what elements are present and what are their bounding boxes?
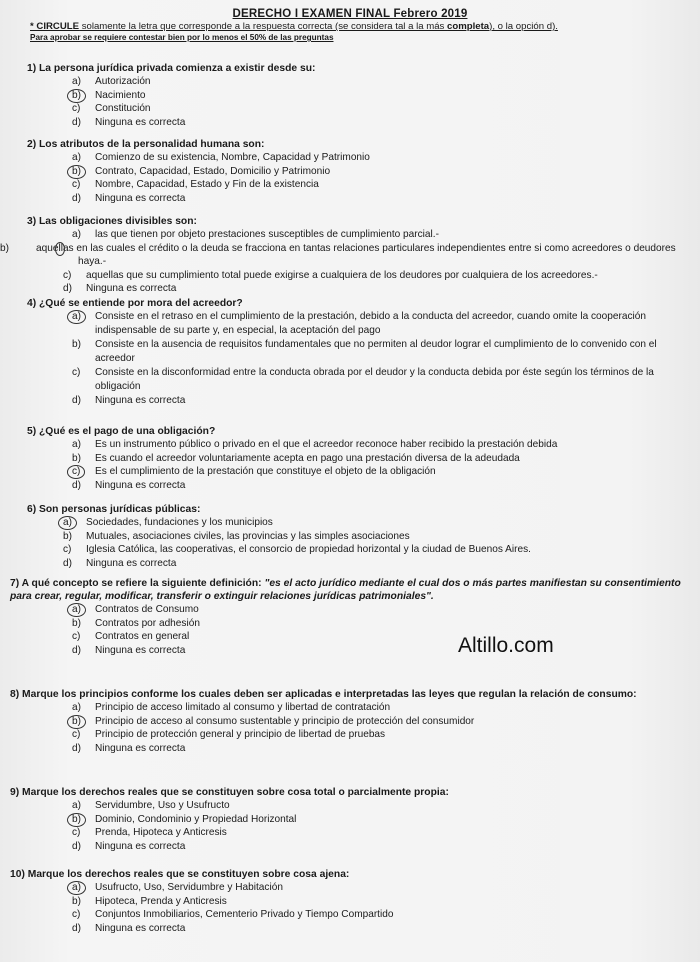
option-letter: b) bbox=[63, 530, 72, 542]
option-c[interactable] bbox=[0, 102, 700, 116]
circled-answer-letter: a) bbox=[58, 516, 77, 530]
question-9 bbox=[0, 786, 700, 853]
option-c[interactable] bbox=[0, 908, 700, 922]
option-letter: d) bbox=[63, 283, 72, 295]
option-text: Es un instrumento público o privado en el que el acreedor reconoce haber recibido la prestación debida bbox=[95, 439, 558, 450]
option-letter: d) bbox=[63, 557, 72, 569]
option-text: Mutuales, asociaciones civiles, las provincias y las simples asociaciones bbox=[86, 530, 410, 542]
option-text: Principio de protección general y principio de libertad de pruebas bbox=[95, 729, 386, 741]
option-text: aquellas que su cumplimiento total puede exigirse a cualquiera de los deudores por cualquiera de los acreedores.- bbox=[86, 269, 598, 281]
option-letter: b) bbox=[72, 617, 81, 629]
instruction-prefix: * CIRCULE bbox=[30, 21, 80, 32]
option-text: Contratos de Consumo bbox=[95, 604, 199, 615]
exam-header bbox=[0, 8, 700, 42]
option-d[interactable] bbox=[0, 840, 700, 854]
option-text: Ninguna es correcta bbox=[95, 742, 186, 754]
circled-answer-letter: a) bbox=[67, 603, 86, 617]
option-d[interactable] bbox=[0, 644, 700, 658]
question-title: 1) La persona jurídica privada comienza a existir desde su: bbox=[27, 63, 316, 74]
option-b[interactable] bbox=[0, 715, 700, 729]
option-letter: d) bbox=[72, 116, 81, 128]
circled-answer-letter: b) bbox=[67, 813, 86, 827]
question-title: 4) ¿Qué se entiende por mora del acreedor? bbox=[27, 298, 243, 309]
question-5 bbox=[0, 425, 700, 492]
question-title: 3) Las obligaciones divisibles son: bbox=[27, 216, 197, 227]
question-title: 8) Marque los principios conforme los cuales deben ser aplicadas e interpretadas las leyes que regulan la relación de consumo: bbox=[10, 689, 637, 700]
option-text: Sociedades, fundaciones y los municipios bbox=[86, 517, 273, 528]
option-c[interactable] bbox=[0, 178, 700, 192]
question-title-plain: 7) A qué concepto se refiere la siguiente definición: bbox=[10, 578, 265, 589]
option-d[interactable] bbox=[0, 742, 700, 756]
question-6 bbox=[0, 503, 700, 570]
option-text: Ninguna es correcta bbox=[95, 922, 186, 934]
option-text: aquellas en las cuales el crédito o la deuda se fracciona en tantas relaciones particulares independientes entre si como acreedores o deudores haya.- bbox=[36, 242, 676, 268]
option-d[interactable] bbox=[0, 557, 700, 571]
option-letter: d) bbox=[72, 840, 81, 852]
option-c[interactable] bbox=[0, 630, 700, 644]
option-text: Ninguna es correcta bbox=[95, 192, 186, 204]
question-3 bbox=[0, 215, 700, 296]
option-text: Contratos por adhesión bbox=[95, 617, 200, 629]
circled-answer-letter: b) bbox=[55, 242, 65, 256]
circled-answer-letter: b) bbox=[67, 165, 86, 179]
question-1 bbox=[0, 62, 700, 129]
option-letter: d) bbox=[72, 192, 81, 204]
option-text: Hipoteca, Prenda y Anticresis bbox=[95, 895, 227, 907]
option-letter: c) bbox=[72, 729, 81, 741]
option-letter: d) bbox=[72, 742, 81, 754]
option-a[interactable] bbox=[0, 75, 700, 89]
option-b[interactable] bbox=[0, 89, 700, 103]
option-text: Es cuando el acreedor voluntariamente acepta en pago una prestación diversa de la adeudada bbox=[95, 452, 520, 464]
option-text: Consiste en la ausencia de requisitos fundamentales que no permiten al deudor lograr el cumplimiento de lo convenido con el acreedor bbox=[95, 339, 657, 364]
question-2 bbox=[0, 138, 700, 205]
option-text: Ninguna es correcta bbox=[95, 116, 186, 128]
question-title bbox=[0, 577, 700, 603]
option-letter: a) bbox=[72, 800, 81, 811]
option-text: Prenda, Hipoteca y Anticresis bbox=[95, 827, 227, 839]
circled-answer-letter: a) bbox=[67, 881, 86, 895]
option-text: las que tienen por objeto prestaciones susceptibles de cumplimiento parcial.- bbox=[95, 229, 439, 240]
option-d[interactable] bbox=[0, 922, 700, 936]
option-letter: b) bbox=[72, 339, 81, 350]
question-title: 9) Marque los derechos reales que se constituyen sobre cosa total o parcialmente propia: bbox=[10, 787, 449, 798]
option-b[interactable] bbox=[0, 813, 700, 827]
option-text: Ninguna es correcta bbox=[86, 557, 177, 569]
question-8 bbox=[0, 688, 700, 755]
option-a[interactable] bbox=[0, 228, 700, 242]
option-text: Autorización bbox=[95, 76, 151, 87]
option-text: Constitución bbox=[95, 103, 151, 115]
option-c[interactable] bbox=[0, 543, 700, 557]
option-b[interactable] bbox=[0, 452, 700, 466]
option-a[interactable] bbox=[0, 516, 700, 530]
option-text: Usufructo, Uso, Servidumbre y Habitación bbox=[95, 882, 283, 893]
option-text: Nacimiento bbox=[95, 89, 146, 101]
option-text: Conjuntos Inmobiliarios, Cementerio Privado y Tiempo Compartido bbox=[95, 909, 394, 921]
option-text: Es el cumplimiento de la prestación que constituye el objeto de la obligación bbox=[95, 466, 436, 478]
option-letter: a) bbox=[72, 152, 81, 163]
option-letter: c) bbox=[72, 103, 81, 115]
option-c[interactable] bbox=[0, 269, 700, 283]
option-letter: b) bbox=[72, 452, 81, 464]
option-text: Principio de acceso al consumo sustentable y principio de protección del consumidor bbox=[95, 715, 475, 727]
question-title: 6) Son personas jurídicas públicas: bbox=[27, 504, 201, 515]
option-b[interactable] bbox=[0, 617, 700, 631]
option-a[interactable] bbox=[0, 310, 700, 338]
option-letter: a) bbox=[72, 702, 81, 713]
option-b[interactable] bbox=[0, 165, 700, 179]
option-letter: d) bbox=[72, 644, 81, 656]
instructions bbox=[30, 21, 700, 32]
option-letter: d) bbox=[72, 479, 81, 491]
option-a[interactable] bbox=[0, 799, 700, 813]
option-text: Comienzo de su existencia, Nombre, Capacidad y Patrimonio bbox=[95, 152, 370, 163]
option-text: Contrato, Capacidad, Estado, Domicilio y Patrimonio bbox=[95, 165, 331, 177]
option-text: Ninguna es correcta bbox=[95, 479, 186, 491]
option-text: Contratos en general bbox=[95, 631, 190, 643]
question-title: 2) Los atributos de la personalidad humana son: bbox=[27, 139, 265, 150]
option-letter: a) bbox=[72, 229, 81, 240]
option-a[interactable] bbox=[0, 438, 700, 452]
option-letter: c) bbox=[72, 909, 81, 921]
instruction-mid: solamente la letra que corresponde a la respuesta correcta (se considera tal a la más bbox=[79, 21, 448, 32]
exam-title: DERECHO I EXAMEN FINAL Febrero 2019 bbox=[232, 8, 468, 20]
option-text: Consiste en el retraso en el cumplimiento de la prestación, debido a la conducta del acreedor, cuando omite la cooperación indispensable de su parte y, en especial, la aceptación del pago bbox=[95, 311, 647, 336]
question-10 bbox=[0, 868, 700, 935]
option-letter: d) bbox=[72, 395, 81, 406]
option-a[interactable] bbox=[0, 881, 700, 895]
option-c[interactable] bbox=[0, 366, 700, 394]
option-text: Iglesia Católica, las cooperativas, el consorcio de propiedad horizontal y la ciudad de Buenos Aires. bbox=[86, 544, 531, 556]
requirement-note: Para aprobar se requiere contestar bien por lo menos el 50% de las preguntas bbox=[30, 33, 334, 42]
option-text: Principio de acceso limitado al consumo y libertad de contratación bbox=[95, 702, 391, 713]
circled-answer-letter: b) bbox=[67, 89, 86, 103]
option-text: Ninguna es correcta bbox=[86, 283, 177, 295]
option-text: Nombre, Capacidad, Estado y Fin de la existencia bbox=[95, 179, 319, 191]
question-4 bbox=[0, 297, 700, 408]
option-letter: c) bbox=[63, 544, 72, 556]
option-letter: c) bbox=[72, 179, 81, 191]
option-letter: a) bbox=[72, 76, 81, 87]
option-letter: d) bbox=[72, 922, 81, 934]
option-b[interactable] bbox=[0, 242, 700, 269]
option-text: Ninguna es correcta bbox=[95, 840, 186, 852]
option-a[interactable] bbox=[0, 151, 700, 165]
option-letter: c) bbox=[72, 367, 81, 378]
option-c[interactable] bbox=[0, 826, 700, 840]
option-letter: c) bbox=[72, 827, 81, 839]
option-a[interactable] bbox=[0, 603, 700, 617]
option-letter: c) bbox=[63, 269, 72, 281]
option-text: Consiste en la disconformidad entre la conducta obrada por el deudor y la conducta debida por éste según los términos de la obligación bbox=[95, 367, 654, 392]
option-text: Ninguna es correcta bbox=[95, 395, 186, 406]
option-text: Ninguna es correcta bbox=[95, 644, 186, 656]
option-d[interactable] bbox=[0, 282, 700, 296]
option-letter: b) bbox=[72, 895, 81, 907]
question-title: 5) ¿Qué es el pago de una obligación? bbox=[27, 426, 216, 437]
option-d[interactable] bbox=[0, 479, 700, 493]
instruction-bold: completa bbox=[447, 21, 490, 32]
question-7 bbox=[0, 577, 700, 657]
question-title: 10) Marque los derechos reales que se constituyen sobre cosa ajena: bbox=[10, 869, 350, 880]
option-a[interactable] bbox=[0, 701, 700, 715]
instruction-suffix: ), o la opción d). bbox=[489, 21, 558, 32]
option-d[interactable] bbox=[0, 394, 700, 408]
option-letter: a) bbox=[72, 439, 81, 450]
circled-answer-letter: c) bbox=[67, 465, 85, 479]
option-text: Dominio, Condominio y Propiedad Horizontal bbox=[95, 813, 297, 825]
circled-answer-letter: a) bbox=[67, 310, 86, 324]
option-b[interactable] bbox=[0, 338, 700, 366]
option-d[interactable] bbox=[0, 192, 700, 206]
option-c[interactable] bbox=[0, 465, 700, 479]
watermark-text: Altillo.com bbox=[458, 634, 554, 657]
option-d[interactable] bbox=[0, 116, 700, 130]
question-title-definition: "es el acto jurídico mediante el cual dos o más partes manifiestan su consentimiento para crear, regular, modificar, transferir o extinguir relaciones jurídicas patrimoniales". bbox=[10, 578, 681, 602]
option-b[interactable] bbox=[0, 530, 700, 544]
option-b[interactable] bbox=[0, 895, 700, 909]
option-c[interactable] bbox=[0, 728, 700, 742]
circled-answer-letter: b) bbox=[67, 715, 86, 729]
option-text: Servidumbre, Uso y Usufructo bbox=[95, 800, 230, 811]
option-letter: c) bbox=[72, 631, 81, 643]
